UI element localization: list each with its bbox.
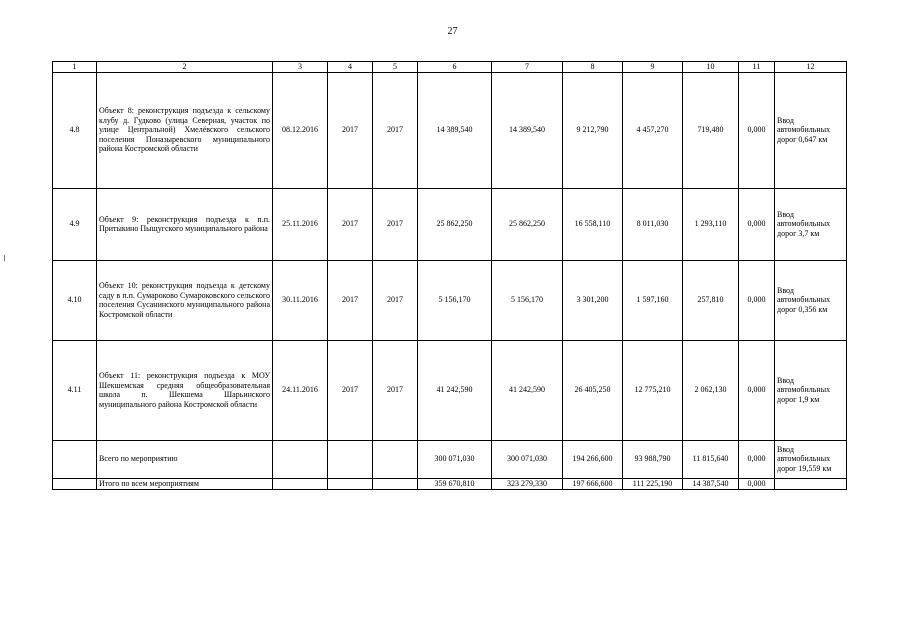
object-name: Объект 9: реконструкция подъезда к п.п. Притыкино Пыщугского муниципального района xyxy=(97,188,273,260)
object-name: Объект 11: реконструкция подъезда к МОУ Шекшемская средняя общеобразовательная школа п. Шекшема Шарьинского муниципального района Костромской области xyxy=(97,340,273,440)
column-header: 6 xyxy=(418,62,492,73)
value-col10: 2 062,130 xyxy=(683,340,739,440)
value-col9: 1 597,160 xyxy=(623,260,683,340)
empty-cell xyxy=(53,478,97,489)
value-col11: 0,000 xyxy=(739,188,775,260)
approval-date: 30.11.2016 xyxy=(273,260,328,340)
value-col7: 41 242,590 xyxy=(492,340,563,440)
table-row xyxy=(53,260,847,340)
value-col7: 5 156,170 xyxy=(492,260,563,340)
total-col7: 323 279,330 xyxy=(492,478,563,489)
empty-cell xyxy=(775,478,847,489)
row-number: 4.9 xyxy=(53,188,97,260)
value-col11: 0,000 xyxy=(739,260,775,340)
subtotal-col10: 11 815,640 xyxy=(683,440,739,478)
table-row xyxy=(53,188,847,260)
margin-mark xyxy=(4,255,5,261)
subtotal-label: Всего по мероприятию xyxy=(97,440,273,478)
column-header: 3 xyxy=(273,62,328,73)
column-header: 9 xyxy=(623,62,683,73)
header-row xyxy=(53,62,847,73)
column-header: 2 xyxy=(97,62,273,73)
result-text: Ввод автомобильных дорог 0,356 км xyxy=(775,260,847,340)
subtotal-col6: 300 071,030 xyxy=(418,440,492,478)
empty-cell xyxy=(273,440,328,478)
column-header: 8 xyxy=(563,62,623,73)
total-col9: 111 225,190 xyxy=(623,478,683,489)
object-name: Объект 10: реконструкция подъезда к детскому саду в п.п. Сумароково Сумароковского сельского поселения Сусанинского муниципального района Костромской области xyxy=(97,260,273,340)
value-col8: 9 212,790 xyxy=(563,72,623,188)
approval-date: 24.11.2016 xyxy=(273,340,328,440)
subtotal-col9: 93 988,790 xyxy=(623,440,683,478)
value-col9: 8 011,030 xyxy=(623,188,683,260)
result-text: Ввод автомобильных дорог 1,9 км xyxy=(775,340,847,440)
program-table xyxy=(52,61,847,490)
object-name: Объект 8: реконструкция подъезда к сельскому клубу д. Гудково (улица Северная, участок по улице Центральной) Хмелёвского сельского поселения Поназыревского муниципального района Костромской области xyxy=(97,72,273,188)
value-col6: 5 156,170 xyxy=(418,260,492,340)
result-text: Ввод автомобильных дорог 0,647 км xyxy=(775,72,847,188)
value-col10: 719,480 xyxy=(683,72,739,188)
empty-cell xyxy=(373,440,418,478)
subtotal-row xyxy=(53,440,847,478)
total-col8: 197 666,600 xyxy=(563,478,623,489)
start-year: 2017 xyxy=(328,260,373,340)
value-col7: 14 389,540 xyxy=(492,72,563,188)
row-number: 4.10 xyxy=(53,260,97,340)
subtotal-col8: 194 266,600 xyxy=(563,440,623,478)
column-header: 5 xyxy=(373,62,418,73)
value-col9: 12 775,210 xyxy=(623,340,683,440)
value-col6: 25 862,250 xyxy=(418,188,492,260)
column-header: 10 xyxy=(683,62,739,73)
approval-date: 08.12.2016 xyxy=(273,72,328,188)
table-row xyxy=(53,72,847,188)
approval-date: 25.11.2016 xyxy=(273,188,328,260)
column-header: 4 xyxy=(328,62,373,73)
column-header: 11 xyxy=(739,62,775,73)
empty-cell xyxy=(328,440,373,478)
total-col11: 0,000 xyxy=(739,478,775,489)
value-col9: 4 457,270 xyxy=(623,72,683,188)
total-col10: 14 387,540 xyxy=(683,478,739,489)
column-header: 1 xyxy=(53,62,97,73)
value-col10: 257,810 xyxy=(683,260,739,340)
start-year: 2017 xyxy=(328,340,373,440)
value-col7: 25 862,250 xyxy=(492,188,563,260)
table-row xyxy=(53,340,847,440)
start-year: 2017 xyxy=(328,188,373,260)
column-header: 7 xyxy=(492,62,563,73)
row-number: 4.11 xyxy=(53,340,97,440)
value-col6: 41 242,590 xyxy=(418,340,492,440)
value-col11: 0,000 xyxy=(739,340,775,440)
result-text: Ввод автомобильных дорог 3,7 км xyxy=(775,188,847,260)
end-year: 2017 xyxy=(373,188,418,260)
empty-cell xyxy=(373,478,418,489)
start-year: 2017 xyxy=(328,72,373,188)
empty-cell xyxy=(328,478,373,489)
value-col11: 0,000 xyxy=(739,72,775,188)
value-col8: 16 558,110 xyxy=(563,188,623,260)
value-col8: 26 405,250 xyxy=(563,340,623,440)
total-row xyxy=(53,478,847,489)
end-year: 2017 xyxy=(373,340,418,440)
value-col8: 3 301,200 xyxy=(563,260,623,340)
empty-cell xyxy=(53,440,97,478)
total-label: Итого по всем мероприятиям xyxy=(97,478,273,489)
column-header: 12 xyxy=(775,62,847,73)
empty-cell xyxy=(273,478,328,489)
page-number: 27 xyxy=(447,26,458,37)
subtotal-result: Ввод автомобильных дорог 19,559 км xyxy=(775,440,847,478)
value-col10: 1 293,110 xyxy=(683,188,739,260)
subtotal-col11: 0,000 xyxy=(739,440,775,478)
end-year: 2017 xyxy=(373,260,418,340)
total-col6: 359 670,810 xyxy=(418,478,492,489)
value-col6: 14 389,540 xyxy=(418,72,492,188)
row-number: 4.8 xyxy=(53,72,97,188)
end-year: 2017 xyxy=(373,72,418,188)
subtotal-col7: 300 071,030 xyxy=(492,440,563,478)
